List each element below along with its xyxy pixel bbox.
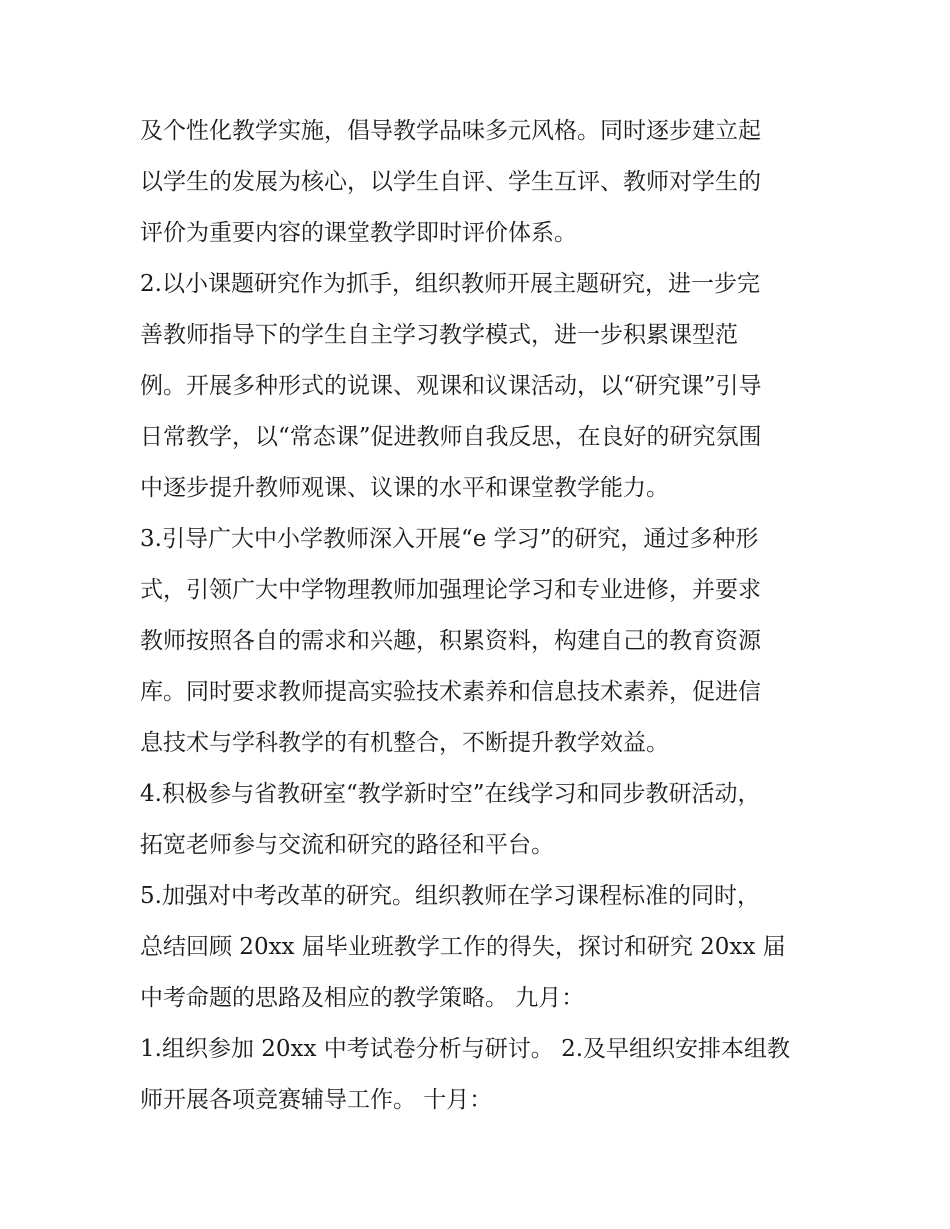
text-line: 例。开展多种形式的说课、观课和议课活动，以“研究课”引导 [140, 373, 762, 399]
text-line: 1.组织参加 20xx 中考试卷分析与研讨。 2.及早组织安排本组教 [140, 1036, 791, 1062]
text-line: 评价为重要内容的课堂教学即时评价体系。 [140, 220, 577, 246]
text-line: 息技术与学科教学的有机整合，不断提升教学效益。 [140, 730, 669, 756]
text-line: 善教师指导下的学生自主学习教学模式，进一步积累课型范 [140, 322, 738, 348]
text-line: 3.引导广大中小学教师深入开展“e 学习”的研究，通过多种形 [140, 526, 759, 552]
text-line: 拓宽老师参与交流和研究的路径和平台。 [140, 832, 554, 858]
text-line: 中逐步提升教师观课、议课的水平和课堂教学能力。 [140, 475, 669, 501]
text-line: 5.加强对中考改革的研究。组织教师在学习课程标准的同时， [140, 883, 760, 909]
text-line: 以学生的发展为核心，以学生自评、学生互评、教师对学生的 [140, 169, 761, 195]
text-line: 日常教学，以“常态课”促进教师自我反思，在良好的研究氛围 [140, 424, 762, 450]
body-text [140, 106, 820, 1126]
text-line: 总结回顾 20xx 届毕业班教学工作的得失，探讨和研究 20xx 届 [140, 934, 786, 960]
text-line: 4.积极参与省教研室“教学新时空”在线学习和同步教研活动， [140, 781, 761, 807]
text-line: 师开展各项竞赛辅导工作。 十月： [140, 1087, 493, 1113]
text-line: 库。同时要求教师提高实验技术素养和信息技术素养，促进信 [140, 679, 761, 705]
text-line: 2.以小课题研究作为抓手，组织教师开展主题研究，进一步完 [140, 271, 760, 297]
text-line: 式，引领广大中学物理教师加强理论学习和专业进修，并要求 [140, 577, 761, 603]
text-line: 及个性化教学实施，倡导教学品味多元风格。同时逐步建立起 [140, 118, 761, 144]
text-line: 教师按照各自的需求和兴趣，积累资料，构建自己的教育资源 [140, 628, 761, 654]
text-line: 中考命题的思路及相应的教学策略。 九月： [140, 985, 585, 1011]
